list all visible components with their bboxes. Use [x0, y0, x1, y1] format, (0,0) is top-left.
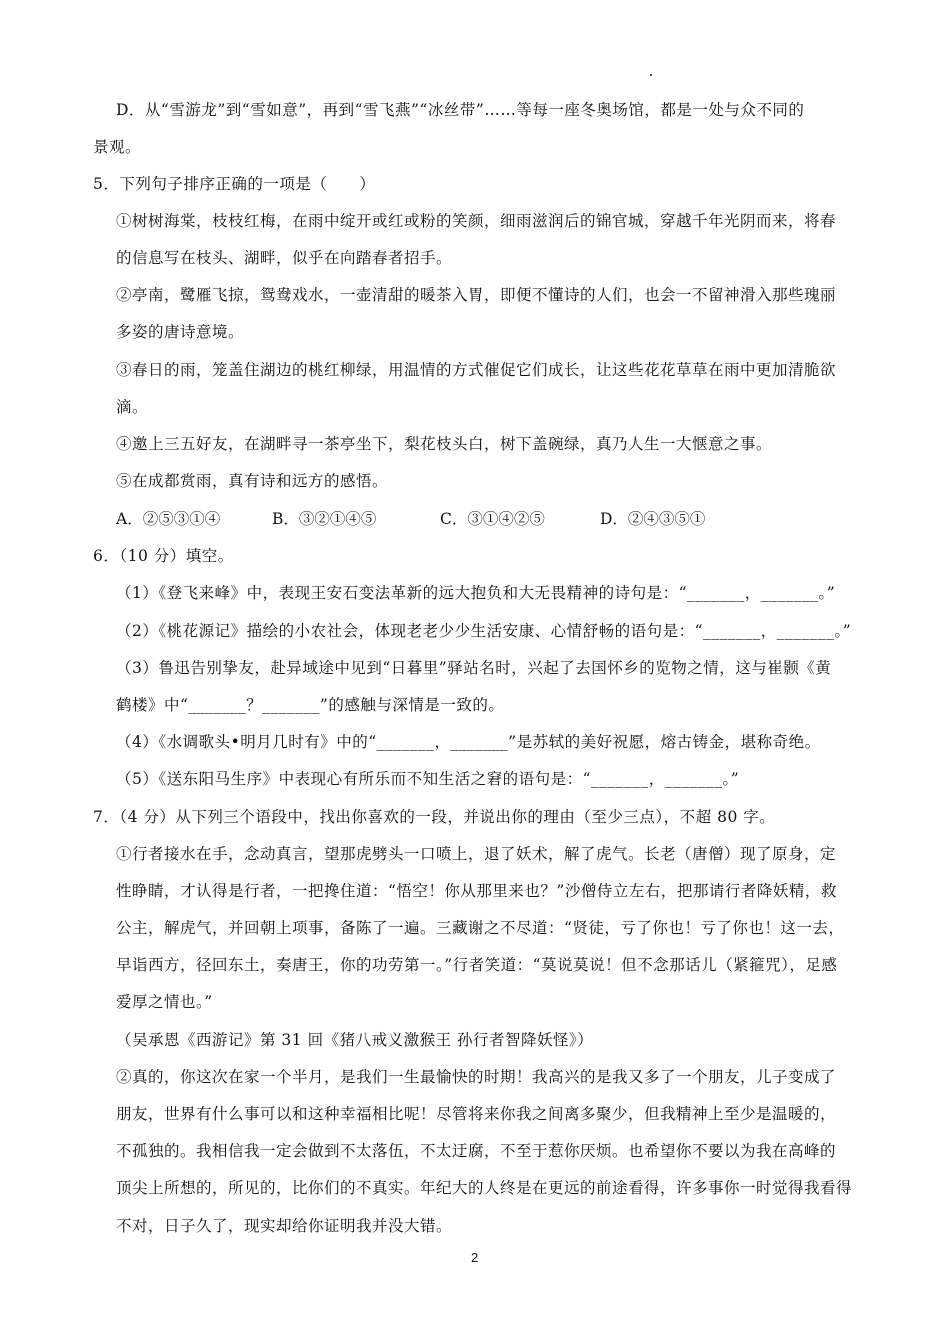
sentence-2-line-1: ②亭南，鹭雁飞掠，鸳鸯戏水，一壶清甜的暖茶入胃，即便不懂诗的人们，也会一不留神滑入那些瑰丽: [116, 286, 837, 304]
passage-2-line-4: 顶尖上所想的，所见的，比你们的不真实。年纪大的人终是在更远的前途看得，许多事你一时觉得我看得: [116, 1179, 853, 1197]
passage-1-line-2: 性睁睛，才认得是行者，一把搀住道：“悟空！你从那里来也？”沙僧侍立左右，把那请行者降妖精，救: [116, 882, 837, 900]
passage-2-line-1: ②真的，你这次在家一个半月，是我们一生最愉快的时期！我高兴的是我又多了一个朋友，儿子变成了: [116, 1068, 837, 1086]
sentence-1-line-2: 的信息写在枝头、湖畔，似乎在向踏春者招手。: [116, 249, 453, 267]
question-7-stem: 7．（4 分）从下列三个语段中，找出你喜欢的一段，并说出你的理由（至少三点），不超 80 字。: [93, 808, 776, 826]
option-d-line-2: 景观。: [93, 138, 142, 156]
sentence-3-line-1: ③春日的雨，笼盖住湖边的桃红柳绿，用温情的方式催促它们成长，让这些花花草草在雨中更加清脆欲: [116, 361, 837, 379]
passage-2-line-2: 朋友，世界有什么事可以和这种幸福相比呢！尽管将来你我之间离多聚少，但我精神上至少是温暖的，: [116, 1105, 837, 1123]
page-number: 2: [471, 1250, 479, 1265]
fill-item-3-line-2: 鹤楼》中“_______？_______”的感触与深情是一致的。: [116, 696, 505, 714]
q5-option-b: B．③②①④⑤: [272, 510, 377, 528]
sentence-3-line-2: 滴。: [116, 398, 149, 416]
passage-1-line-1: ①行者接水在手，念动真言，望那虎劈头一口喷上，退了妖术，解了虎气。长老（唐僧）现了原身，定: [116, 845, 837, 863]
fill-item-3-line-1: （3）鲁迅告别挚友，赴异域途中见到“日暮里”驿站名时，兴起了去国怀乡的览物之情，这与崔颢《黄: [116, 659, 832, 677]
sentence-4: ④邀上三五好友，在湖畔寻一茶亭坐下，梨花枝头白，树下盖碗绿，真乃人生一大惬意之事。: [116, 435, 773, 453]
question-6-stem: 6．（10 分）填空。: [93, 547, 234, 565]
option-d-line-1: D．从“雪游龙”到“雪如意”，再到“雪飞燕”“冰丝带”……等每一座冬奥场馆，都是一处与众不同的: [116, 101, 805, 119]
passage-1-line-4: 早诣西方，径回东土，奏唐王，你的功劳第一。”行者笑道：“莫说莫说！但不念那话儿（紧箍咒），足感: [116, 956, 838, 974]
q5-option-a: A．②⑤③①④: [116, 510, 221, 528]
fill-item-4: （4）《水调歌头•明月几时有》中的“_______，_______”是苏轼的美好祝愿，熔古铸金，堪称奇绝。: [116, 733, 821, 751]
fill-item-2: （2）《桃花源记》描绘的小农社会，体现老老少少生活安康、心情舒畅的语句是：“_______，_______。”: [116, 622, 852, 640]
question-5-stem: 5．下列句子排序正确的一项是（ ）: [93, 175, 376, 193]
scan-dot-mark: [650, 74, 652, 76]
passage-2-line-5: 不对，日子久了，现实却给你证明我并没大错。: [116, 1217, 453, 1235]
passage-1-source: （吴承恩《西游记》第 31 回《猪八戒义激猴王 孙行者智降妖怪》）: [116, 1031, 594, 1049]
passage-1-line-3: 公主，解虎气，并回朝上项事，备陈了一遍。三藏谢之不尽道：“贤徒，亏了你也！亏了你也！这一去，: [116, 919, 845, 937]
passage-2-line-3: 不孤独的。我相信我一定会做到不太落伍，不太迂腐，不至于惹你厌烦。也希望你不要以为我在高峰的: [116, 1142, 837, 1160]
passage-1-line-5: 爱厚之情也。”: [116, 993, 213, 1011]
fill-item-5: （5）《送东阳马生序》中表现心有所乐而不知生活之窘的语句是：“_______，_______。”: [116, 770, 740, 788]
sentence-2-line-2: 多姿的唐诗意境。: [116, 323, 245, 341]
q5-option-c: C．③①④②⑤: [440, 510, 545, 528]
sentence-5: ⑤在成都赏雨，真有诗和远方的感悟。: [116, 472, 389, 490]
q5-option-d: D．②④③⑤①: [600, 510, 706, 528]
fill-item-1: （1）《登飞来峰》中，表现王安石变法革新的远大抱负和大无畏精神的诗句是：“_______，_______。”: [116, 584, 836, 602]
sentence-1-line-1: ①树树海棠，枝枝红梅，在雨中绽开或红或粉的笑颜，细雨滋润后的锦官城，穿越千年光阴而来，将春: [116, 212, 837, 230]
